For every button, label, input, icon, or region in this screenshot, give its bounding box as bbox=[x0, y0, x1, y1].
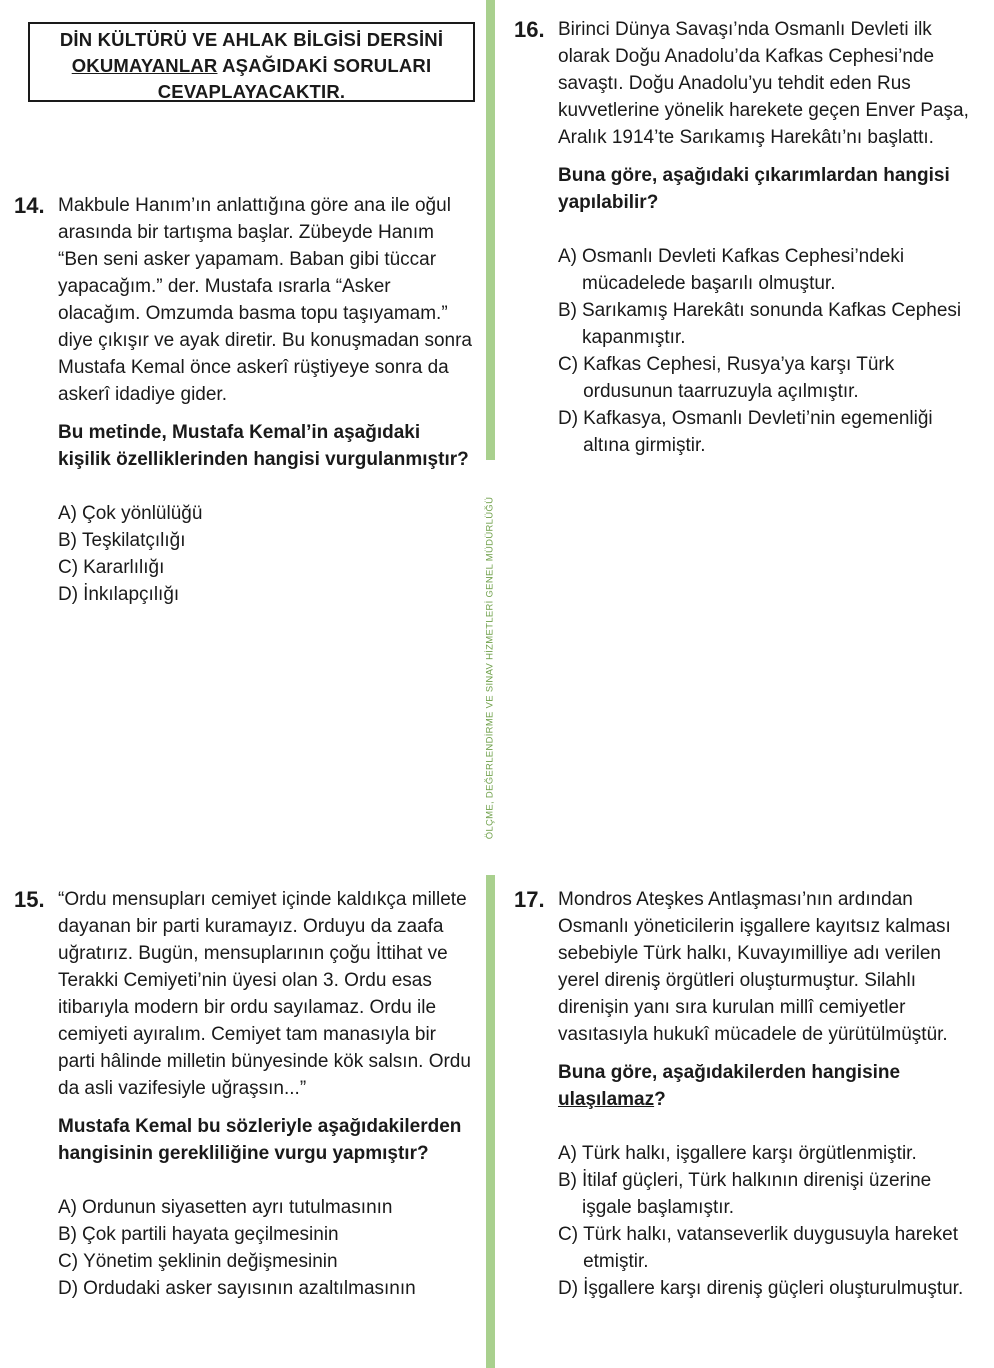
options-list bbox=[14, 1194, 476, 1302]
option-c[interactable]: C) Kararlılığı bbox=[58, 557, 165, 578]
option-b[interactable]: B) Teşkilatçılığı bbox=[58, 530, 186, 551]
option-b[interactable]: B) İtilaf güçleri, Türk halkının direnişi üzerine işgale başlamıştır. bbox=[558, 1170, 932, 1218]
column-divider-top bbox=[486, 0, 495, 460]
column-divider-bottom bbox=[486, 875, 495, 1368]
option-d[interactable]: D) İşgallere karşı direniş güçleri oluşturulmuştur. bbox=[558, 1278, 964, 1299]
question-prompt: Buna göre, aşağıdaki çıkarımlardan hangisi yapılabilir? bbox=[558, 165, 950, 213]
question-prompt: Mustafa Kemal bu sözleriyle aşağıdakilerden hangisinin gerekliliğine vurgu yapmıştır? bbox=[58, 1116, 462, 1164]
question-stem: “Ordu mensupları cemiyet içinde kaldıkça millete dayanan bir parti kuramayız. Orduyu da zaafa uğratırız. Bugün, mensuplarının çoğu İttihat ve Terakki Cemiyeti’nin üyesi olan 3. Ordu esas itibarıyla modern bir ordu sayılamaz. Ordu ile cemiyeti ayıralım. Cemiyet tam manasıyla bir parti hâlinde milletin bünyesinde kök salsın. Ordu da asli vazifesiyle uğraşsın...” bbox=[58, 889, 471, 1099]
question-number: 16. bbox=[514, 17, 545, 42]
question-number: 17. bbox=[514, 887, 545, 912]
notice-box bbox=[28, 22, 475, 102]
notice-line-2 bbox=[30, 53, 473, 79]
option-d[interactable]: D) Ordudaki asker sayısının azaltılmasının bbox=[58, 1278, 416, 1299]
sidebar-vertical-text: ÖLÇME, DEĞERLENDİRME VE SINAV HİZMETLERİ GENEL MÜDÜRLÜĞÜ bbox=[484, 496, 496, 840]
question-16 bbox=[514, 16, 980, 459]
question-stem: Mondros Ateşkes Antlaşması’nın ardından Osmanlı yöneticilerin işgallere kayıtsız kalması sebebiyle Türk halkı, Kuvayımilliye adı verilen yerel direniş örgütleri oluşturmuştur. Silahlı direnişin yanı sıra kurulan millî cemiyetler vasıtasıyla hukukî mücadele de yürütülmüştür. bbox=[558, 889, 951, 1045]
question-number: 15. bbox=[14, 887, 45, 912]
option-a[interactable]: A) Osmanlı Devleti Kafkas Cephesi’ndeki mücadelede başarılı olmuştur. bbox=[558, 246, 905, 294]
question-stem: Birinci Dünya Savaşı’nda Osmanlı Devleti ilk olarak Doğu Anadolu’da Kafkas Cephesi’nde savaştı. Doğu Anadolu’yu tehdit eden Rus kuvvetlerine yönelik harekete geçen Enver Paşa, Aralık 1914’te Sarıkamış Harekâtı’nı başlattı. bbox=[558, 19, 969, 148]
option-d[interactable]: D) Kafkasya, Osmanlı Devleti’nin egemenliği altına girmiştir. bbox=[558, 408, 933, 456]
question-14 bbox=[14, 192, 476, 608]
option-d[interactable]: D) İnkılapçılığı bbox=[58, 584, 180, 605]
option-c[interactable]: C) Yönetim şeklinin değişmesinin bbox=[58, 1251, 338, 1272]
question-prompt: Bu metinde, Mustafa Kemal’in aşağıdaki kişilik özelliklerinden hangisi vurgulanmıştır? bbox=[58, 422, 469, 470]
option-b[interactable]: B) Sarıkamış Harekâtı sonunda Kafkas Cephesi kapanmıştır. bbox=[558, 300, 962, 348]
question-17 bbox=[514, 886, 980, 1302]
question-number: 14. bbox=[14, 193, 45, 218]
option-b[interactable]: B) Çok partili hayata geçilmesinin bbox=[58, 1224, 339, 1245]
option-c[interactable]: C) Kafkas Cephesi, Rusya’ya karşı Türk ordusunun taarruzuyla açılmıştır. bbox=[558, 354, 895, 402]
notice-line-3: CEVAPLAYACAKTIR. bbox=[157, 81, 346, 102]
notice-line-1: DİN KÜLTÜRÜ VE AHLAK BİLGİSİ DERSİNİ bbox=[59, 29, 444, 50]
option-c[interactable]: C) Türk halkı, vatanseverlik duygusuyla hareket etmiştir. bbox=[558, 1224, 958, 1272]
option-a[interactable]: A) Türk halkı, işgallere karşı örgütlenmiştir. bbox=[558, 1143, 917, 1164]
notice-underlined-word: OKUMAYANLAR bbox=[71, 55, 218, 76]
option-a[interactable]: A) Ordunun siyasetten ayrı tutulmasının bbox=[58, 1197, 393, 1218]
question-15 bbox=[14, 886, 476, 1302]
notice-line-2-rest: AŞAĞIDAKİ SORULARI bbox=[217, 55, 432, 76]
underlined-keyword: ulaşılamaz bbox=[558, 1089, 655, 1110]
question-stem: Makbule Hanım’ın anlattığına göre ana ile oğul arasında bir tartışma başlar. Zübeyde Hanım “Ben seni asker yapamam. Baban gibi tüccar yapacağım.” der. Mustafa ısrarla “Asker olacağım. Omzumda basma topu taşıyamam.” diye çıkışır ve ayak diretir. Bu konuşmadan sonra Mustafa Kemal önce askerî rüştiyeye sonra da askerî idadiye gider. bbox=[58, 195, 472, 405]
options-list bbox=[14, 500, 476, 608]
options-list bbox=[514, 243, 980, 459]
option-a[interactable]: A) Çok yönlülüğü bbox=[58, 503, 203, 524]
question-prompt: Buna göre, aşağıdakilerden hangisine ulaşılamaz? bbox=[558, 1062, 901, 1110]
options-list bbox=[514, 1140, 980, 1302]
